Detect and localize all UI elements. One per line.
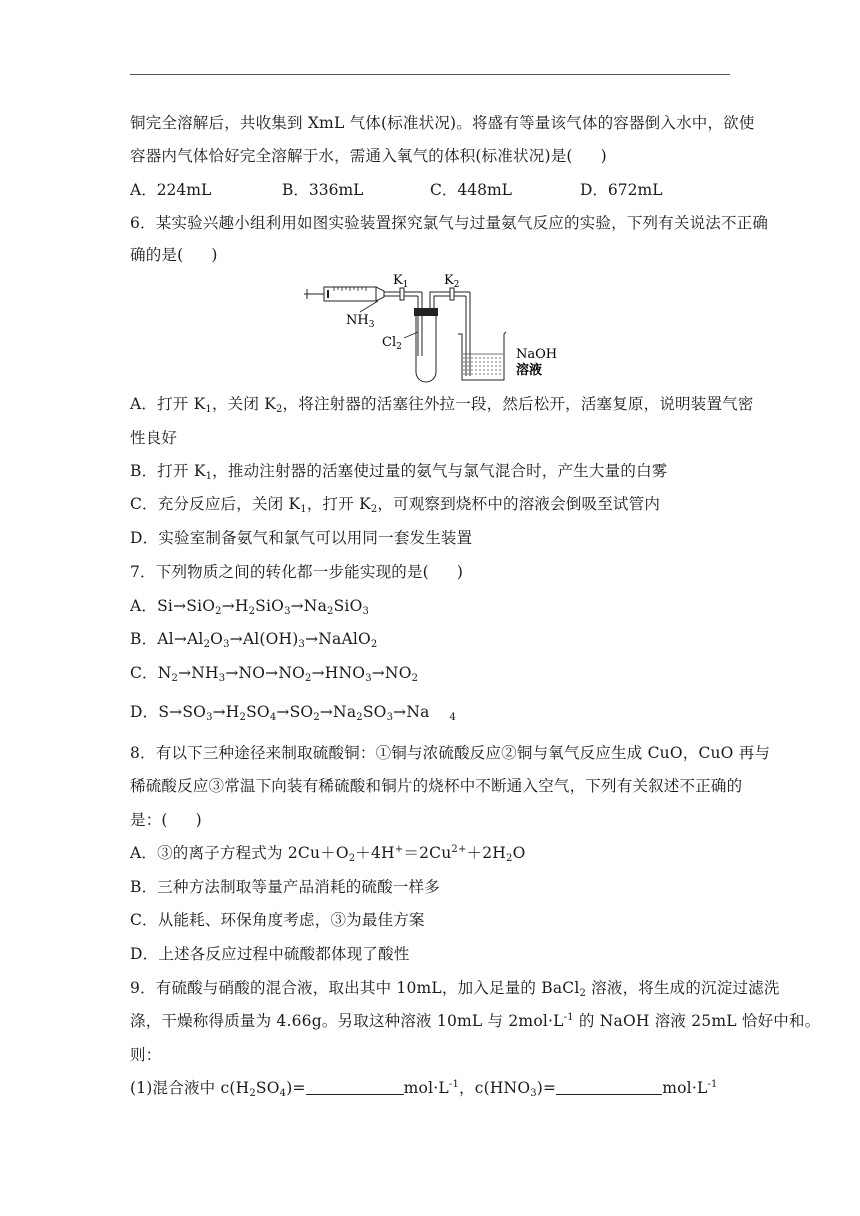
q7-option-d[interactable]: D．$S\to SO_3\to H_2SO_4\to SO_2\to Na_2SO_3\to Na$ 4 bbox=[130, 703, 457, 723]
q8-option-d[interactable]: D．上述各反应过程中硫酸都体现了酸性 bbox=[130, 945, 410, 963]
answer-blank-h2so4[interactable] bbox=[306, 1078, 404, 1095]
q6-stem-line1: 6．某实验兴趣小组利用如图实验装置探究氯气与过量氨气反应的实验，下列有关说法不正确 bbox=[130, 214, 769, 232]
q7-option-c[interactable]: C．$N_2\to NH_3\to NO\to NO_2\to HNO_3\to NO_2$ bbox=[130, 664, 419, 684]
q9-stem-line3: 则： bbox=[130, 1046, 162, 1064]
connecting-tubes bbox=[384, 288, 470, 376]
q5-option-b[interactable]: B．336mL bbox=[282, 181, 364, 199]
label-solution: 溶液 bbox=[516, 363, 543, 378]
q9-stem-line2: 涤，干燥称得质量为 4.66g。另取这种溶液 10mL 与 $2mol\cdot L^{-1}$ 的 NaOH 溶液 25mL 恰好中和。 bbox=[130, 1012, 821, 1030]
q7-option-a[interactable]: A．$Si\to SiO_2\to H_2SiO_3\to Na_2SiO_3$ bbox=[130, 597, 370, 617]
q5-text-line1: 铜完全溶解后，共收集到 XmL 气体(标准状况)。将盛有等量该气体的容器倒入水中，欲使 bbox=[130, 114, 755, 132]
q5-options bbox=[130, 178, 730, 200]
q6-option-a-line2: 性良好 bbox=[130, 429, 178, 447]
label-cl2: $Cl_2$ bbox=[382, 335, 402, 352]
label-naoh: NaOH bbox=[516, 347, 558, 362]
syringe bbox=[304, 287, 384, 301]
q8-option-a[interactable]: A．③的离子方程式为 $2Cu+O_2+4H^+=2Cu^{2+}+2H_2O$ bbox=[130, 844, 526, 864]
q9-stem-line1: 9．有硫酸与硝酸的混合液，取出其中 10mL，加入足量的 BaCl$_2$ 溶液，将生成的沉淀过滤洗 bbox=[130, 979, 780, 999]
q5-option-d[interactable]: D．672mL bbox=[580, 181, 663, 199]
apparatus-figure bbox=[300, 272, 570, 388]
label-k1: $K_1$ bbox=[393, 273, 409, 290]
label-k2: $K_2$ bbox=[444, 273, 460, 290]
beaker bbox=[458, 332, 506, 380]
test-tube bbox=[416, 316, 436, 382]
q8-option-c[interactable]: C．从能耗、环保角度考虑，③为最佳方案 bbox=[130, 911, 425, 929]
header-rule bbox=[130, 74, 730, 75]
q7-option-d-stray-subscript: 4 bbox=[449, 712, 457, 723]
beaker-solution bbox=[463, 354, 503, 374]
q8-stem-line3: 是：( ) bbox=[130, 811, 202, 829]
q5-option-a[interactable]: A．224mL bbox=[130, 181, 212, 199]
rubber-stopper bbox=[414, 308, 438, 316]
label-nh3: $NH_3$ bbox=[346, 313, 375, 330]
q6-stem-line2: 确的是( ) bbox=[130, 246, 218, 264]
q5-option-c[interactable]: C．448mL bbox=[430, 181, 512, 199]
q6-option-c[interactable]: C．充分反应后，关闭 $K_1$，打开 $K_2$，可观察到烧杯中的溶液会倒吸至试管内 bbox=[130, 495, 661, 515]
q6-option-b[interactable]: B．打开 $K_1$，推动注射器的活塞使过量的氨气与氯气混合时，产生大量的白雾 bbox=[130, 462, 668, 482]
q7-stem: 7．下列物质之间的转化都一步能实现的是( ) bbox=[130, 563, 464, 581]
q8-option-b[interactable]: B．三种方法制取等量产品消耗的硫酸一样多 bbox=[130, 878, 440, 896]
q9-part1: (1)混合液中 $c(H_2SO_4)= mol\cdot L^{-1}$，$c(HNO_3)= mol\cdot L^{-1}$ bbox=[130, 1079, 718, 1099]
q5-text-line2: 容器内气体恰好完全溶解于水，需通入氧气的体积(标准状况)是( ) bbox=[130, 147, 607, 165]
q8-stem-line2: 稀硫酸反应③常温下向装有稀硫酸和铜片的烧杯中不断通入空气，下列有关叙述不正确的 bbox=[130, 777, 743, 795]
q7-option-b[interactable]: B．$Al\to Al_2O_3\to Al(OH)_3\to NaAlO_2$ bbox=[130, 630, 378, 650]
q6-option-a-line1[interactable]: A．打开 $K_1$，关闭 $K_2$，将注射器的活塞往外拉一段，然后松开，活塞复原，说明装置气密 bbox=[130, 395, 754, 415]
q6-option-d[interactable]: D．实验室制备氨气和氯气可以用同一套发生装置 bbox=[130, 529, 473, 547]
answer-blank-hno3[interactable] bbox=[556, 1078, 662, 1095]
q8-stem-line1: 8．有以下三种途径来制取硫酸铜：①铜与浓硫酸反应②铜与氧气反应生成 CuO，CuO 再与 bbox=[130, 744, 771, 762]
nh3-leader bbox=[360, 301, 378, 312]
